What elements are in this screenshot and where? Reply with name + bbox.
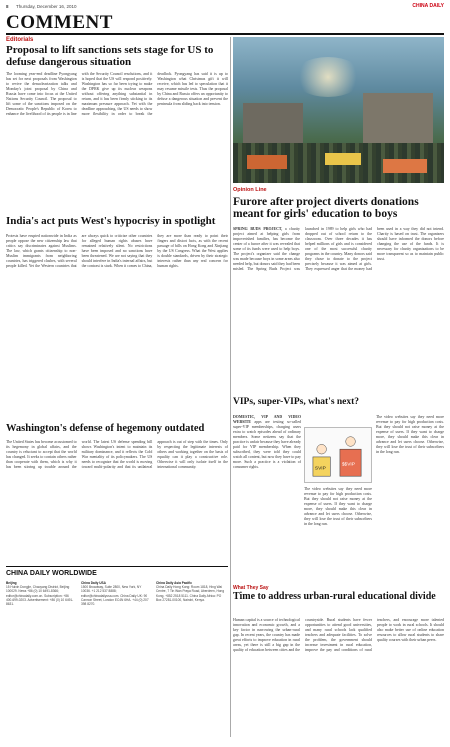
cartoon-label-2: $$VIP: [341, 462, 355, 468]
info-col-1-title: Beijing: [6, 581, 17, 585]
info-title: CHINA DAILY WORLDWIDE: [6, 570, 97, 577]
info-col-3: [156, 581, 226, 602]
photo-banner: [247, 155, 287, 169]
editorial-3-body: The United States has become accustomed to its hegemony in global affairs, and the country is reluctant to accept that the world has changed. It seeks to contain others rather than cooperate with them, which is why it has been stirring up trouble around the world. The latest US defense spending bill shows Washington's intent to maintain its military dominance, and it reflects the Cold War mentality of its policymakers. The US needs to recognize that the world is moving toward multi-polarity and that its unilateral approach is out of step with the times. Only by respecting the legitimate interests of others and working together on the basis of equality can it play a constructive role. Otherwise it will only isolate itself in the international community.: [6, 440, 228, 469]
cartoon-illustration: [304, 427, 372, 483]
masthead: [0, 0, 450, 12]
opinion-lead: SPRING BUDS PROJECT,: [233, 227, 283, 231]
info-col-2-text: 1500 Broadway, Suite 2800, New York, NY 10036. +1 212 537 8888; editor@chinadailyusa.com. China Daily UK: 90 Cannon Street, London EC4N 6HA. +44 (0) 207 398 8270.: [81, 585, 149, 607]
third-headline: Time to address urban-rural educational divide: [233, 591, 436, 602]
vips-text-3: The video websites say they need more revenue to pay for high production costs. But they should not raise money at the expense of users. If they want to charge more, they should make this clear in advance and let users choose. Otherwise, they will lose the trust of their subscribers in the long run.: [376, 415, 444, 454]
editorial-1-headline: Proposal to lift sanctions sets stage for US to defuse dangerous situation: [6, 44, 214, 68]
third-body: Human capital is a source of technological innovation and economic growth, and a key factor in narrowing the urban-rural gap. In recent years, the country has made great efforts to improve education in rural areas, yet there is still a big gap in the quality of education between cities and the countryside. Rural students have fewer opportunities to attend good universities, and many rural schools lack qualified teachers and adequate facilities. To solve the problem, the government should increase investment in rural education, improve the pay and conditions of rural teachers, and encourage more talented people to work in rural schools. It should also make better use of online education resources to allow rural students to share quality courses with their urban peers.: [233, 618, 444, 652]
cartoon-head: [346, 437, 356, 447]
info-col-3-title: China Daily Asia Pacific: [156, 581, 193, 585]
photo-banner: [325, 153, 361, 165]
info-col-1-text: 15 Huixin Dongjie, Chaoyang District, Beijing 100029. News +86 (0) 10 6491-8366; editor@chinadaily.com.cn. Subscription: +86 400-699-0203. Advertisement: +86 (0) 10 6491-8631.: [6, 585, 74, 607]
section-rule: [6, 33, 444, 35]
third-kicker: What They Say: [233, 585, 269, 591]
editorial-1-body: The looming year-end deadline Pyongyang has set for next proposals from Washington to revive the denuclearization talks and Monday's joint proposal by China and Russia have come into focus at the United Nations Security Council. The proposal to lift some of the sanctions imposed on the Democratic People's Republic of Korea to enhance the livelihood of its people is in line with the Security Council resolutions, and it is hoped that the US will respond positively. Washington has so far been trying to make the DPRK give up its nuclear weapons without offering anything substantial in return, and it has been firmly sticking to its maximum pressure approach. Yet with the deadline approaching, the US needs to show more flexibility in order to break the deadlock. Pyongyang has said it is up to Washington what Christmas gift it will receive, which has led to speculation that it may resume missile tests. Thus the proposal by China and Russia offers an opportunity to defuse a dangerous situation and prevent the peninsula from sliding back into tension.: [6, 72, 228, 116]
info-col-3-text: China Daily Hong Kong: Room 1818, Hing Wai Centre, 7 Tin Wan Praya Road, Aberdeen, Hong Kong. +852 2518 5111. China Daily Africa: PO Box 27281-00100, Nairobi, Kenya.: [156, 585, 225, 602]
vips-col-3: [376, 415, 444, 583]
info-box: [6, 566, 228, 741]
info-col-1: [6, 581, 76, 606]
info-col-2: [81, 581, 151, 606]
vips-headline: VIPs, super-VIPs, what's next?: [233, 397, 360, 407]
photo-light: [293, 57, 363, 97]
news-photo: [233, 37, 444, 183]
page-number: 8: [6, 4, 9, 9]
issue-date: Thursday, December 16, 2010: [16, 4, 77, 9]
vips-text-1: apps are testing so-called super-VIP memberships, charging users extra to watch episodes ahead of ordinary members. Some netizens say that the practice is unfair because they have already paid for VIP membership. When they subscribed, they were told they could watch all content, but now they have to pay more. Such a practice is a violation of consumer rights.: [233, 420, 301, 469]
opinion-kicker: Opinion Line: [233, 187, 267, 193]
cartoon-head: [317, 444, 327, 454]
vips-lead: DOMESTIC, VIP AND VIDEO WEBSITE: [233, 415, 301, 424]
info-col-2-title: China Daily USA: [81, 581, 106, 585]
opinion-body: [233, 227, 444, 392]
cartoon-label-1: SVIP: [314, 466, 326, 472]
brand-part-b: DAILY: [429, 3, 444, 9]
editorial-2-body: Protests have erupted nationwide in India as people oppose the new citizenship law that critics say discriminates against Muslims. The law, which grants citizenship to non-Muslim immigrants from neighboring countries, has triggered clashes, with several people killed. Yet the Western countries that are always quick to criticize other countries for alleged human rights abuses have remained relatively silent. No restrictions have been imposed and no sanctions have been threatened. We are not saying that they should interfere in India's internal affairs, but the contrast is stark. When it comes to China, they are more than ready to point their fingers and distort facts, as with the recent passage of bills on Hong Kong and Xinjiang by the US Congress. What the West applies is double standards, driven by their strategic interests rather than any real concern for human rights.: [6, 234, 228, 268]
column-divider: [230, 37, 231, 737]
section-title: COMMENT: [6, 12, 113, 33]
editorials-kicker: Editorials: [6, 37, 34, 43]
opinion-headline: Furore after project diverts donations meant for girls' education to boys: [233, 196, 419, 221]
vips-col-2: [304, 487, 372, 583]
editorial-3-headline: Washington's defense of hegemony outdated: [6, 423, 205, 434]
opinion-text: a charity project aimed at helping girls from impoverished families, has become the center of a furore after it was revealed that some of its funds were used to help boys. The project's organizer said the change was made because boys in some areas also needed help, but donors said they had been misled. The Spring Buds Project was launched in 1989 to help girls who had dropped out of school return to the classroom. Over three decades it has helped millions of girls and is considered one of the most successful charity programs in the country. Many donors said they chose to donate to the project precisely because it was aimed at girls. They expressed anger that the money had been used in a way they did not intend. Charity is based on trust. The organizers should have informed the donors before changing the use of the funds. It is necessary for charity organizations to be more transparent so as to maintain public trust.: [233, 227, 444, 271]
brand-part-a: CHINA: [412, 3, 430, 9]
brand-logo: [412, 3, 444, 9]
editorial-2-headline: India's act puts West's hypocrisy in spotlight: [6, 215, 216, 227]
vips-article: [233, 415, 444, 583]
vips-text-2: The video websites say they need more revenue to pay for high production costs. But they should not raise money at the expense of users. If they want to charge more, they should make this clear in advance and let users choose. Otherwise, they will lose the trust of their subscribers in the long run.: [304, 487, 372, 526]
photo-banner: [383, 159, 427, 173]
vips-col-1: [233, 415, 301, 583]
